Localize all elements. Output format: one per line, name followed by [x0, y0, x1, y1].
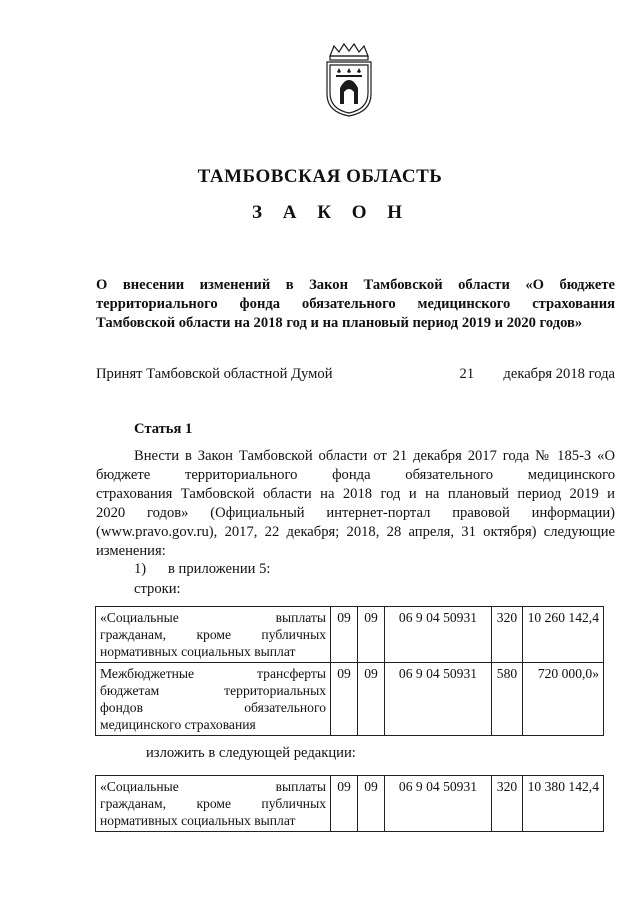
rows-label: строки: — [134, 581, 181, 597]
subject-line: территориального фонда обязательного медицинского страхования — [96, 296, 615, 312]
table-row — [96, 663, 604, 736]
cell-line: «Социальные выплаты — [100, 779, 326, 794]
budget-table-old — [95, 606, 604, 736]
list-item-text: в приложении 5: — [168, 561, 271, 577]
table-cell-amount: 10 380 142,4 — [523, 776, 604, 832]
law-subject — [96, 276, 615, 333]
paragraph-line: бюджете территориального фонда обязательного медицинского — [96, 467, 615, 483]
paragraph-line: 2020 годов» (Официальный интернет-портал правовой информации) — [96, 505, 615, 521]
table-cell-section: 09 — [331, 607, 358, 663]
table-cell-type: 580 — [492, 663, 523, 736]
cell-line: медицинского страхования — [100, 717, 256, 732]
adoption-line — [96, 366, 615, 383]
cell-line: Межбюджетные трансферты — [100, 666, 326, 681]
document-type-title: З А К О Н — [251, 202, 411, 223]
table-cell-name — [96, 663, 331, 736]
table-cell-subsection: 09 — [358, 663, 385, 736]
paragraph-line: изменения: — [96, 543, 166, 559]
cell-line: «Социальные выплаты — [100, 610, 326, 625]
coat-of-arms-emblem — [322, 42, 376, 118]
adoption-date — [460, 366, 615, 383]
table-cell-name — [96, 776, 331, 832]
list-item — [134, 561, 270, 578]
table-cell-type: 320 — [492, 776, 523, 832]
table-row — [96, 607, 604, 663]
table-cell-subsection: 09 — [358, 776, 385, 832]
table-cell-amount: 720 000,0» — [523, 663, 604, 736]
table-cell-type: 320 — [492, 607, 523, 663]
cell-line: нормативных социальных выплат — [100, 813, 296, 828]
paragraph-line: (www.pravo.gov.ru), 2017, 22 декабря; 2018, 28 апреля, 31 октября) следующие — [96, 524, 615, 540]
replace-label: изложить в следующей редакции: — [146, 745, 356, 761]
table-row — [96, 776, 604, 832]
paragraph-line: страхования Тамбовской области на 2018 год и на плановый период 2019 и — [96, 486, 615, 502]
cell-line: бюджетам территориальных — [100, 683, 326, 698]
adoption-day: 21 — [459, 366, 475, 382]
adopted-by: Принят Тамбовской областной Думой — [96, 366, 333, 382]
cell-line: гражданам, кроме публичных — [100, 627, 326, 642]
table-cell-section: 09 — [331, 663, 358, 736]
table-cell-code: 06 9 04 50931 — [385, 776, 492, 832]
cell-line: фондов обязательного — [100, 700, 326, 715]
cell-line: гражданам, кроме публичных — [100, 796, 326, 811]
subject-line: О внесении изменений в Закон Тамбовской области «О бюджете — [96, 277, 615, 293]
subject-line: Тамбовской области на 2018 год и на плановый период 2019 и 2020 годов» — [96, 315, 583, 331]
article-heading: Статья 1 — [134, 421, 193, 437]
region-title: ТАМБОВСКАЯ ОБЛАСТЬ — [197, 166, 443, 187]
adoption-month-year: декабря 2018 года — [503, 366, 615, 382]
table-cell-name — [96, 607, 331, 663]
table-cell-section: 09 — [331, 776, 358, 832]
paragraph-line: Внести в Закон Тамбовской области от 21 декабря 2017 года № 185-З «О — [134, 448, 615, 464]
table-cell-code: 06 9 04 50931 — [385, 607, 492, 663]
cell-line: нормативных социальных выплат — [100, 644, 296, 659]
table-cell-amount: 10 260 142,4 — [523, 607, 604, 663]
list-item-number: 1) — [134, 561, 147, 577]
budget-table-new — [95, 775, 604, 832]
table-cell-code: 06 9 04 50931 — [385, 663, 492, 736]
article-intro-paragraph — [96, 447, 615, 561]
table-cell-subsection: 09 — [358, 607, 385, 663]
